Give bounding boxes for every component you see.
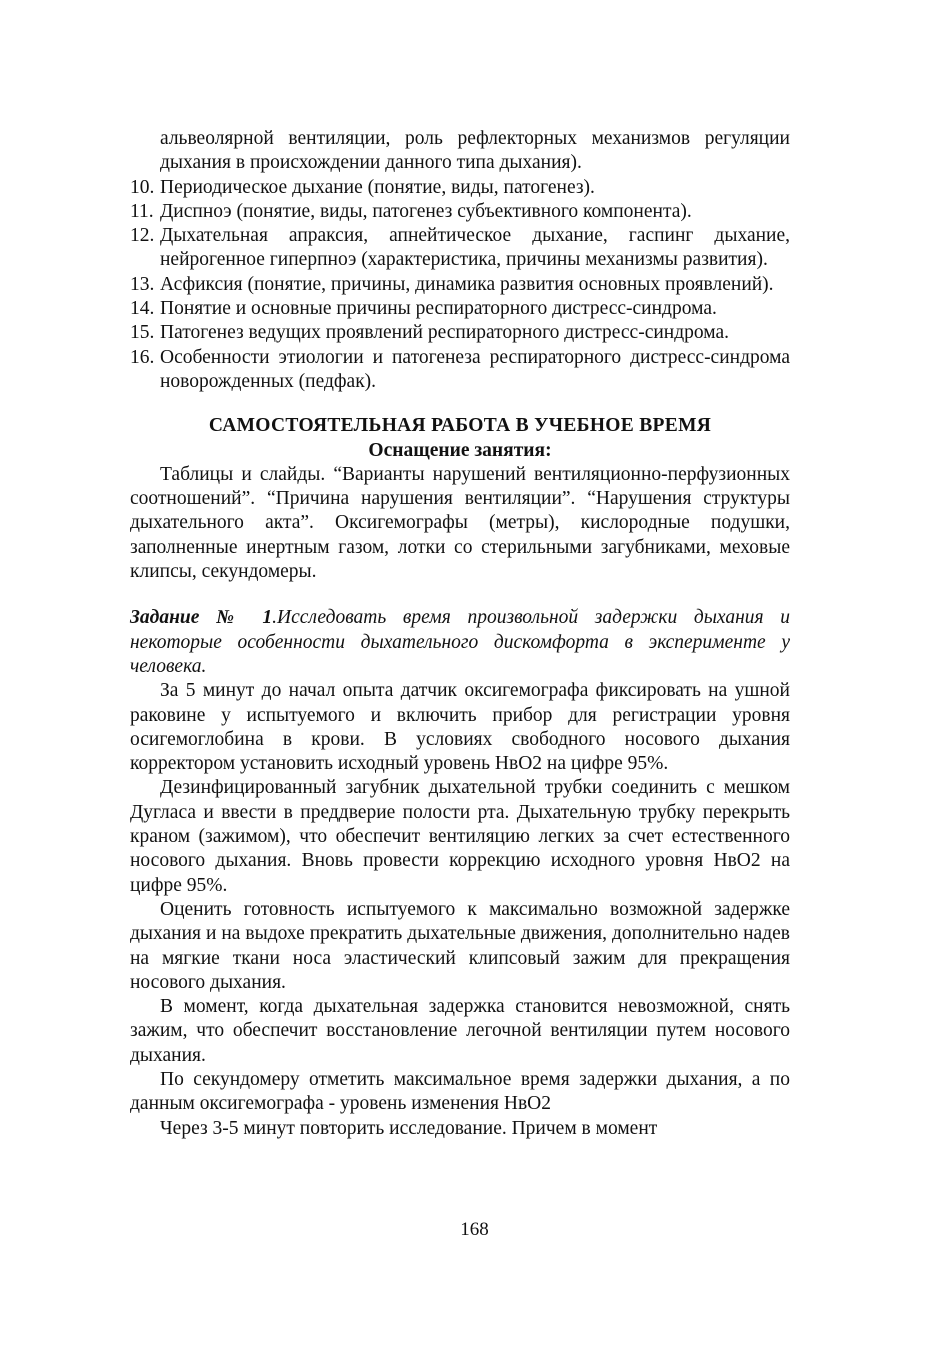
list-item-number: 16. — [130, 346, 155, 368]
task-paragraph: За 5 минут до начал опыта датчик оксигемографа фиксировать на ушной раковине у испытуемого и включить прибор для регистрации уровня осигемоглобина в крови. В условиях свободного носового дыхания корректором установить исходный уровень НвО2 на цифре 95%. — [130, 680, 790, 775]
list-item-text: Понятие и основные причины респираторного дистресс-синдрома. — [160, 298, 717, 320]
page-body — [130, 127, 790, 1141]
list-item — [130, 176, 790, 200]
list-item-number: 10. — [130, 176, 155, 198]
list-item — [130, 273, 790, 297]
list-item-text: Периодическое дыхание (понятие, виды, патогенез). — [160, 176, 595, 198]
task-paragraph: Дезинфицированный загубник дыхательной трубки соединить с мешком Дугласа и ввести в преддверие полости рта. Дыхательную трубку перекрыть краном (зажимом), что обеспечит вентиляцию легких за счет естественного носового дыхания. Вновь провести коррекцию исходного уровня НвО2 на цифре 95%. — [130, 777, 790, 896]
task-label: Задание № 1 — [130, 607, 273, 629]
list-item — [130, 346, 790, 395]
page-number: 168 — [460, 1219, 489, 1240]
list-item-number: 13. — [130, 273, 155, 295]
task-paragraph: Через 3-5 минут повторить исследование. Причем в момент — [160, 1117, 658, 1139]
spacer — [130, 584, 790, 606]
task-paragraph: По секундомеру отметить максимальное время задержки дыхания, а по данным оксигемографа - уровень изменения НвО2 — [130, 1068, 790, 1115]
equipment-paragraph: Таблицы и слайды. “Варианты нарушений вентиляционно-перфузионных соотношений”. “Причина нарушения вентиляции”. “Нарушения структуры дыхательного акта”. Оксигемографы (метры), кислородные подушки, заполненные инертным газом, лотки со стерильными загубниками, меховые клипсы, секундомеры. — [130, 463, 790, 583]
questions-list — [130, 176, 790, 395]
list-item — [130, 224, 790, 273]
list-item-text: Патогенез ведущих проявлений респираторного дистресс-синдрома. — [160, 322, 730, 344]
list-item — [130, 200, 790, 224]
list-item-number: 11. — [130, 200, 154, 222]
list-item-number: 14. — [130, 298, 155, 320]
list-item-number: 15. — [130, 322, 155, 344]
task-paragraph: В момент, когда дыхательная задержка становится невозможной, снять зажим, что обеспечит восстановление легочной вентиляции путем носового дыхания. — [130, 996, 790, 1066]
task-paragraph: Оценить готовность испытуемого к максимально возможной задержке дыхания и на выдохе прекратить дыхательные движения, дополнительно надев на мягкие ткани носа эластический клипсовый зажим для прекращения носового дыхания. — [130, 898, 790, 993]
task-heading — [130, 606, 790, 679]
list-item — [130, 321, 790, 345]
list-item-text: Асфиксия (понятие, причины, динамика развития основных проявлений). — [160, 273, 774, 295]
list-item-text: Особенности этиологии и патогенеза респираторного дистресс-синдрома новорожденных (педфак). — [160, 346, 790, 392]
list-item-number: 12. — [130, 225, 155, 247]
list-item-text: Дыхательная апраксия, апнейтическое дыхание, гаспинг дыхание, нейрогенное гиперпноэ (характеристика, причины механизмы развития). — [160, 225, 790, 271]
list-item — [130, 297, 790, 321]
list-item-text: Диспноэ (понятие, виды, патогенез субъективного компонента). — [160, 200, 692, 222]
task-description: .Исследовать время произвольной задержки дыхания и некоторые особенности дыхательного дискомфорта в эксперименте у человека. — [130, 607, 790, 677]
list-continuation: альвеолярной вентиляции, роль рефлекторных механизмов регуляции дыхания в происхождении данного типа дыхания). — [160, 128, 790, 174]
section-title: САМОСТОЯТЕЛЬНАЯ РАБОТА В УЧЕБНОЕ ВРЕМЯ — [208, 415, 712, 437]
section-subtitle: Оснащение занятия: — [368, 439, 552, 461]
